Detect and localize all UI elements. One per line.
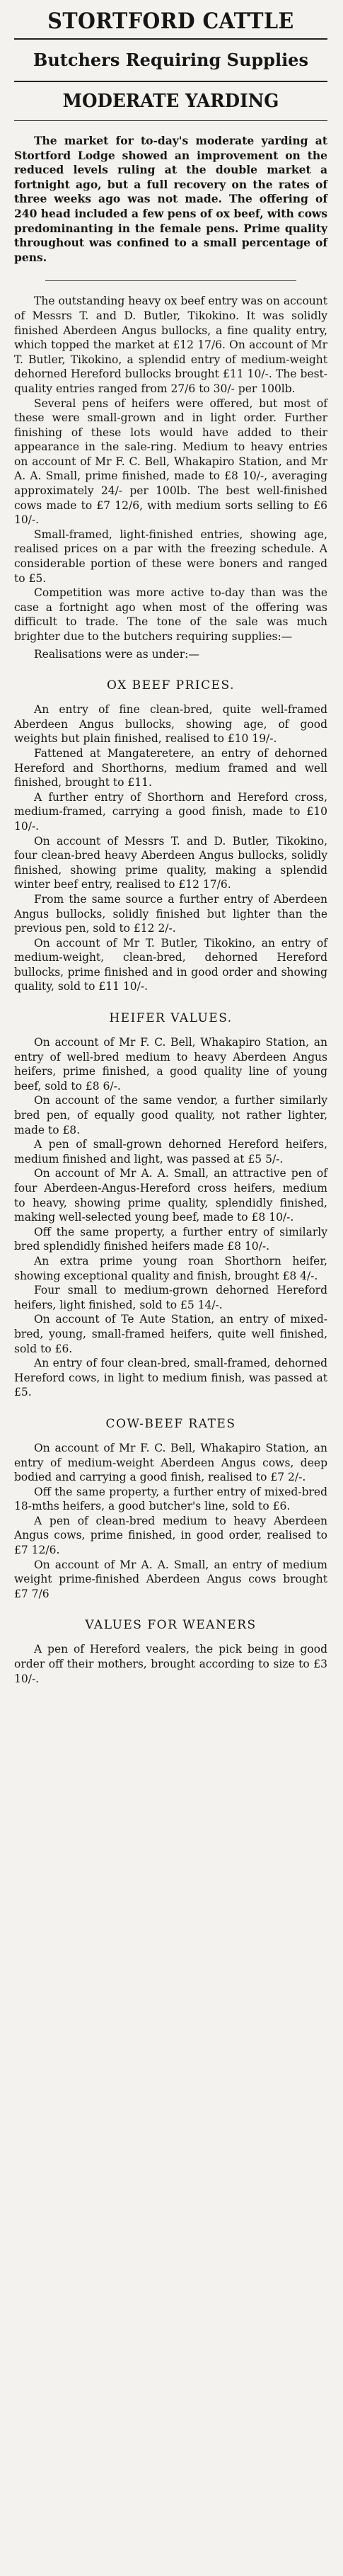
heifer-paragraph: On account of Te Aute Station, an entry of mixed-bred, young, small-framed heifers, quite well finished, sold to £6.: [14, 1313, 327, 1355]
heifer-paragraph: Off the same property, a further entry of similarly bred splendidly finished heifers made £8 10/-.: [14, 1225, 327, 1253]
heifer-paragraph: A pen of small-grown dehorned Hereford heifers, medium finished and light, was passed at £5 5/-.: [14, 1138, 327, 1166]
heifer-paragraph: On account of the same vendor, a further similarly bred pen, of equally good quality, not rather lighter, made to £8.: [14, 1094, 327, 1136]
cow-beef-paragraph: A pen of clean-bred medium to heavy Aberdeen Angus cows, prime finished, in good order, realised to £7 12/6.: [14, 1514, 327, 1557]
section-title: MODERATE YARDING: [62, 91, 279, 112]
body-paragraph: Small-framed, light-finished entries, showing age, realised prices on a par with the freezing schedule. A considerable portion of these were boners and ranged to £5.: [14, 528, 327, 585]
heifer-paragraph: On account of Mr F. C. Bell, Whakapiro Station, an entry of well-bred medium to heavy Aberdeen Angus heifers, prime finished, a good quality line of young beef, sold to £8 6/-.: [14, 1036, 327, 1093]
divider: [45, 280, 296, 281]
headline: STORTFORD CATTLE: [47, 8, 294, 34]
ox-beef-paragraph: A further entry of Shorthorn and Hereford cross, medium-framed, carrying a good finish, made to £10 10/-.: [14, 790, 327, 833]
heifer-section: [14, 1035, 327, 1400]
ox-beef-section: [14, 702, 327, 994]
heifer-paragraph: On account of Mr A. A. Small, an attractive pen of four Aberdeen-Angus-Hereford cross heifers, medium to heavy, showing prime quality, splendidly finished, making well-selected young beef, made to £8 10/-.: [14, 1167, 327, 1224]
subheadline: Butchers Requiring Supplies: [33, 50, 308, 70]
heifer-paragraph: An entry of four clean-bred, small-framed, dehorned Hereford cows, in light to medium finish, was passed at £5.: [14, 1357, 327, 1399]
intro-block: [14, 134, 327, 265]
cow-beef-paragraph: Off the same property, a further entry of mixed-bred 18-mths heifers, a good butcher's line, sold to £6.: [14, 1485, 327, 1513]
ox-beef-paragraph: On account of Messrs T. and D. Butler, Tikokino, four clean-bred heavy Aberdeen Angus bullocks, solidly finished, showing prime quality, making a splendid winter beef entry, realised to £12 17/6.: [14, 834, 327, 891]
intro-paragraph: The market for to-day's moderate yarding at Stortford Lodge showed an improvement on the reduced levels ruling at the double market a fortnight ago, but a full recovery on the rates of three weeks ago was not made. The offering of 240 head included a few pens of ox beef, with cows predominanting in the female pens. Prime quality throughout was confined to a small percentage of pens.: [14, 134, 327, 264]
weaners-heading: VALUES FOR WEANERS: [85, 1618, 257, 1633]
cow-beef-section: [14, 1441, 327, 1602]
ox-beef-paragraph: An entry of fine clean-bred, quite well-framed Aberdeen Angus bullocks, showing age, of good weights but plain finished, realised to £10 19/-.: [14, 703, 327, 746]
weaners-section: [14, 1642, 327, 1686]
body-paragraph: Several pens of heifers were offered, but most of these were small-grown and in light order. Further finishing of these lots would have added to their appearance in the sale-ring. Medium to heavy entries on account of Mr F. C. Bell, Whakapiro Station, and Mr A. A. Small, prime finished, made to £8 10/-, averaging approximately 24/- per 100lb. The best well-finished cows made to £7 12/6, with medium sorts selling to £6 10/-.: [14, 397, 327, 527]
cow-beef-paragraph: On account of Mr F. C. Bell, Whakapiro Station, an entry of medium-weight Aberdeen Angus cows, deep bodied and carrying a good finish, realised to £7 2/-.: [14, 1441, 327, 1484]
heifer-heading: HEIFER VALUES.: [109, 1011, 233, 1026]
ox-beef-paragraph: From the same source a further entry of Aberdeen Angus bullocks, solidly finished but lighter than the previous pen, sold to £12 2/-.: [14, 892, 327, 935]
cow-beef-paragraph: On account of Mr A. A. Small, an entry of medium weight prime-finished Aberdeen Angus cows brought £7 7/6: [14, 1558, 327, 1600]
body-paragraph: Competition was more active to-day than was the case a fortnight ago when most of the offering was difficult to trade. The tone of the sale was much brighter due to the butchers requiring supplies:—: [14, 586, 327, 643]
section-title-rule: [14, 81, 327, 82]
ox-beef-paragraph: Fattened at Mangateretere, an entry of dehorned Hereford and Shorthorns, medium framed and well finished, brought to £11.: [14, 746, 327, 790]
report-body: [14, 294, 327, 661]
cow-beef-heading: COW-BEEF RATES: [105, 1416, 236, 1431]
body-paragraph: Realisations were as under:—: [34, 647, 199, 661]
section-title-rule-bottom: [14, 120, 327, 121]
body-paragraph: The outstanding heavy ox beef entry was on account of Messrs T. and D. Butler, Tikokino. It was solidly finished Aberdeen Angus bullocks, a fine quality entry, which topped the market at £12 17/6. On account of Mr T. Butler, Tikokino, a splendid entry of medium-weight dehorned Hereford bullocks brought £11 10/-. The best-quality entries ranged from 27/6 to 30/- per 100lb.: [14, 295, 327, 395]
headline-rule: [14, 38, 327, 40]
ox-beef-paragraph: On account of Mr T. Butler, Tikokino, an entry of medium-weight, clean-bred, dehorned Hereford bullocks, prime finished and in good order and showing quality, sold to £11 10/-.: [14, 936, 327, 993]
ox-beef-heading: OX BEEF PRICES.: [107, 678, 235, 693]
heifer-paragraph: An extra prime young roan Shorthorn heifer, showing exceptional quality and finish, brought £8 4/-.: [14, 1254, 327, 1282]
clipped-top-edge: [14, 0, 327, 4]
heifer-paragraph: Four small to medium-grown dehorned Hereford heifers, light finished, sold to £5 14/-.: [14, 1284, 327, 1311]
weaners-paragraph: A pen of Hereford vealers, the pick being in good order off their mothers, brought according to size to £3 10/-.: [14, 1643, 327, 1685]
